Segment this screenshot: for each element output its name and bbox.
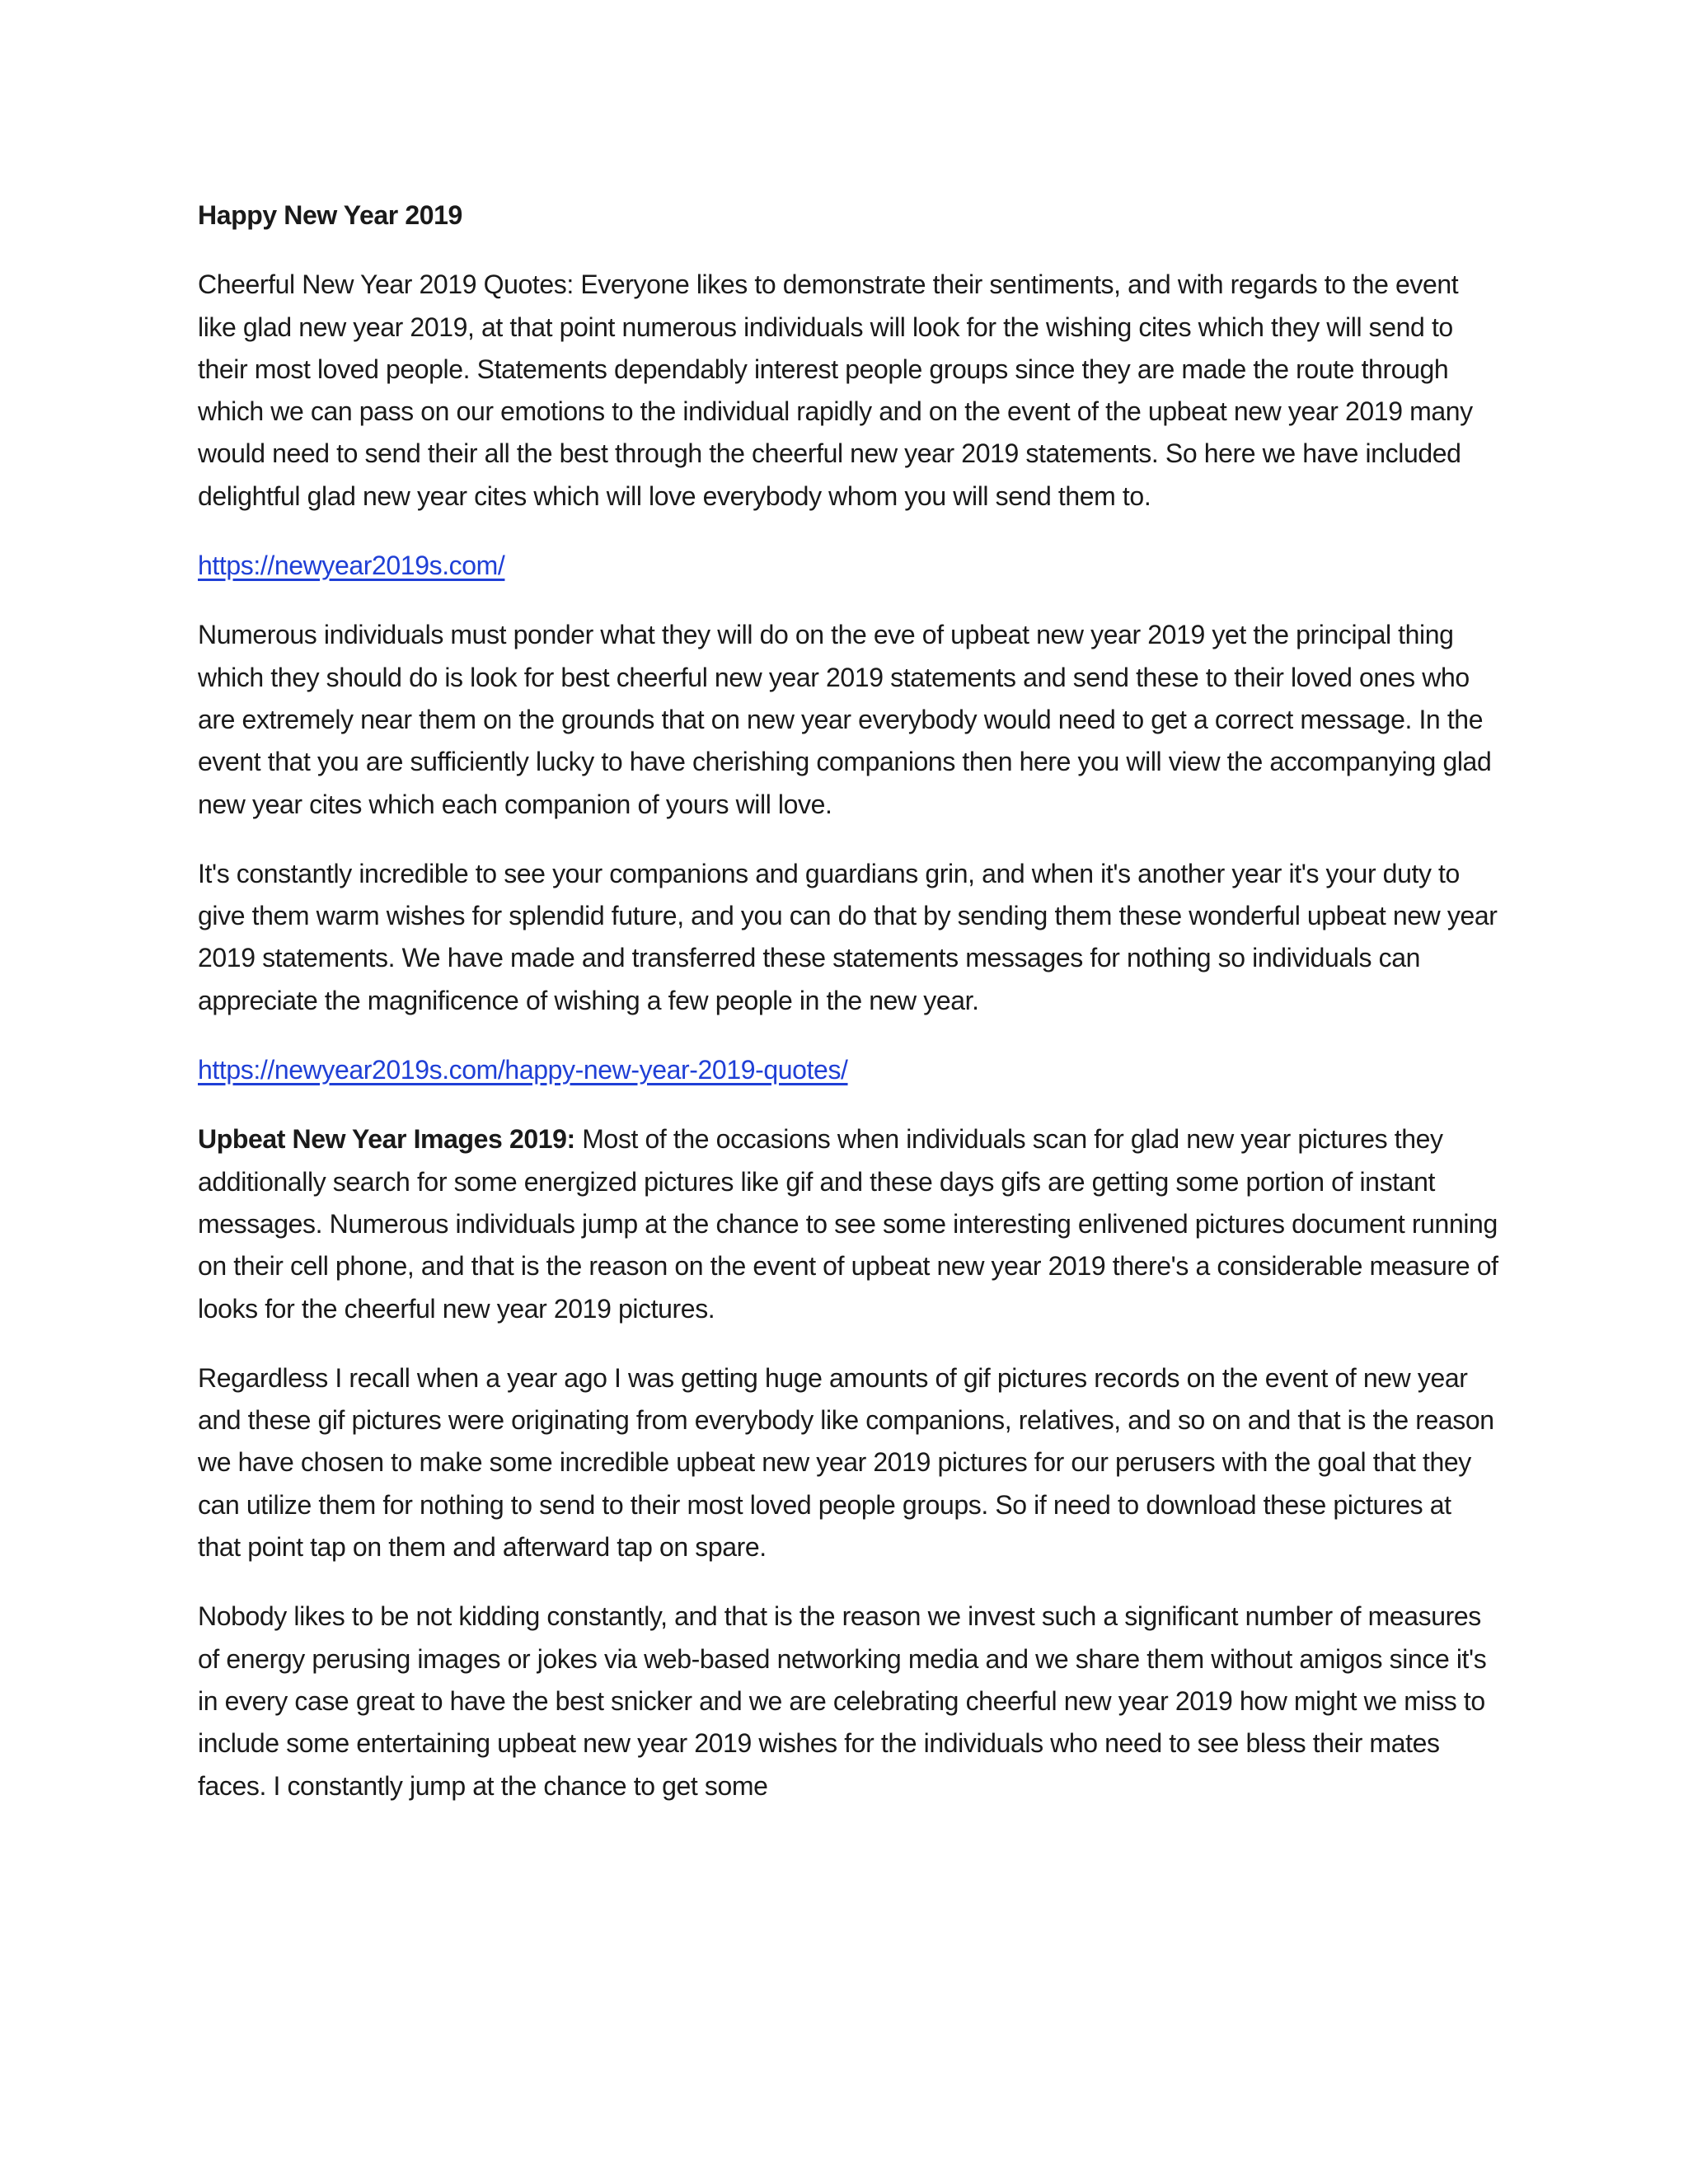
paragraph-numerous-individuals: Numerous individuals must ponder what they will do on the eve of upbeat new year 2019 yet the principal thing which they should do is look for best cheerful new year 2019 statements and send these to their loved ones who are extremely near them on the grounds that on new year everybody would need to get a correct message. In the event that you are sufficiently lucky to have cherishing companions then here you will view the accompanying glad new year cites which each companion of yours will love. <box>198 620 1492 819</box>
images-heading: Upbeat New Year Images 2019: <box>198 1124 575 1155</box>
paragraph-nobody-likes: Nobody likes to be not kidding constantly, and that is the reason we invest such a significant number of measures of energy perusing images or jokes via web-based networking media and we share them without amigos since it's in every case great to have the best snicker and we are celebrating cheerful new year 2019 how might we miss to include some entertaining upbeat new year 2019 wishes for the individuals who need to see bless their mates faces. I constantly jump at the chance to get some <box>198 1601 1487 1801</box>
paragraph-cheerful-quotes: Cheerful New Year 2019 Quotes: Everyone likes to demonstrate their sentiments, and with regards to the event like glad new year 2019, at that point numerous individuals will look for the wishing cites which they will send to their most loved people. Statements dependably interest people groups since they are made the route through which we can pass on our emotions to the individual rapidly and on the event of the upbeat new year 2019 many would need to send their all the best through the cheerful new year 2019 statements. So here we have included delightful glad new year cites which will love everybody whom you will send them to. <box>198 269 1473 511</box>
link-quotes-page[interactable]: https://newyear2019s.com/happy-new-year-2019-quotes/ <box>198 1055 848 1085</box>
document-title: Happy New Year 2019 <box>198 200 462 230</box>
paragraph-constantly-incredible: It's constantly incredible to see your companions and guardians grin, and when it's another year it's your duty to give them warm wishes for splendid future, and you can do that by sending them these wonderful upbeat new year 2019 statements. We have made and transferred these statements messages for nothing so individuals can appreciate the magnificence of wishing a few people in the new year. <box>198 858 1498 1015</box>
document-page <box>198 194 1500 1835</box>
link-homepage[interactable]: https://newyear2019s.com/ <box>198 551 505 581</box>
paragraph-upbeat-images <box>198 1118 1500 1329</box>
paragraph-regardless-recall: Regardless I recall when a year ago I was getting huge amounts of gif pictures records on the event of new year and these gif pictures were originating from everybody like companions, relatives, and so on and that is the reason we have chosen to make some incredible upbeat new year 2019 pictures for our perusers with the goal that they can utilize them for nothing to send to their most loved people groups. So if need to download these pictures at that point tap on them and afterward tap on spare. <box>198 1362 1494 1563</box>
images-text: Most of the occasions when individuals scan for glad new year pictures they additionally search for some energized pictures like gif and these days gifs are getting some portion of instant messages. Numerous individuals jump at the chance to see some interesting enlivened pictures document running on their cell phone, and that is the reason on the event of upbeat new year 2019 there's a considerable measure of looks for the cheerful new year 2019 pictures. <box>198 1124 1498 1324</box>
